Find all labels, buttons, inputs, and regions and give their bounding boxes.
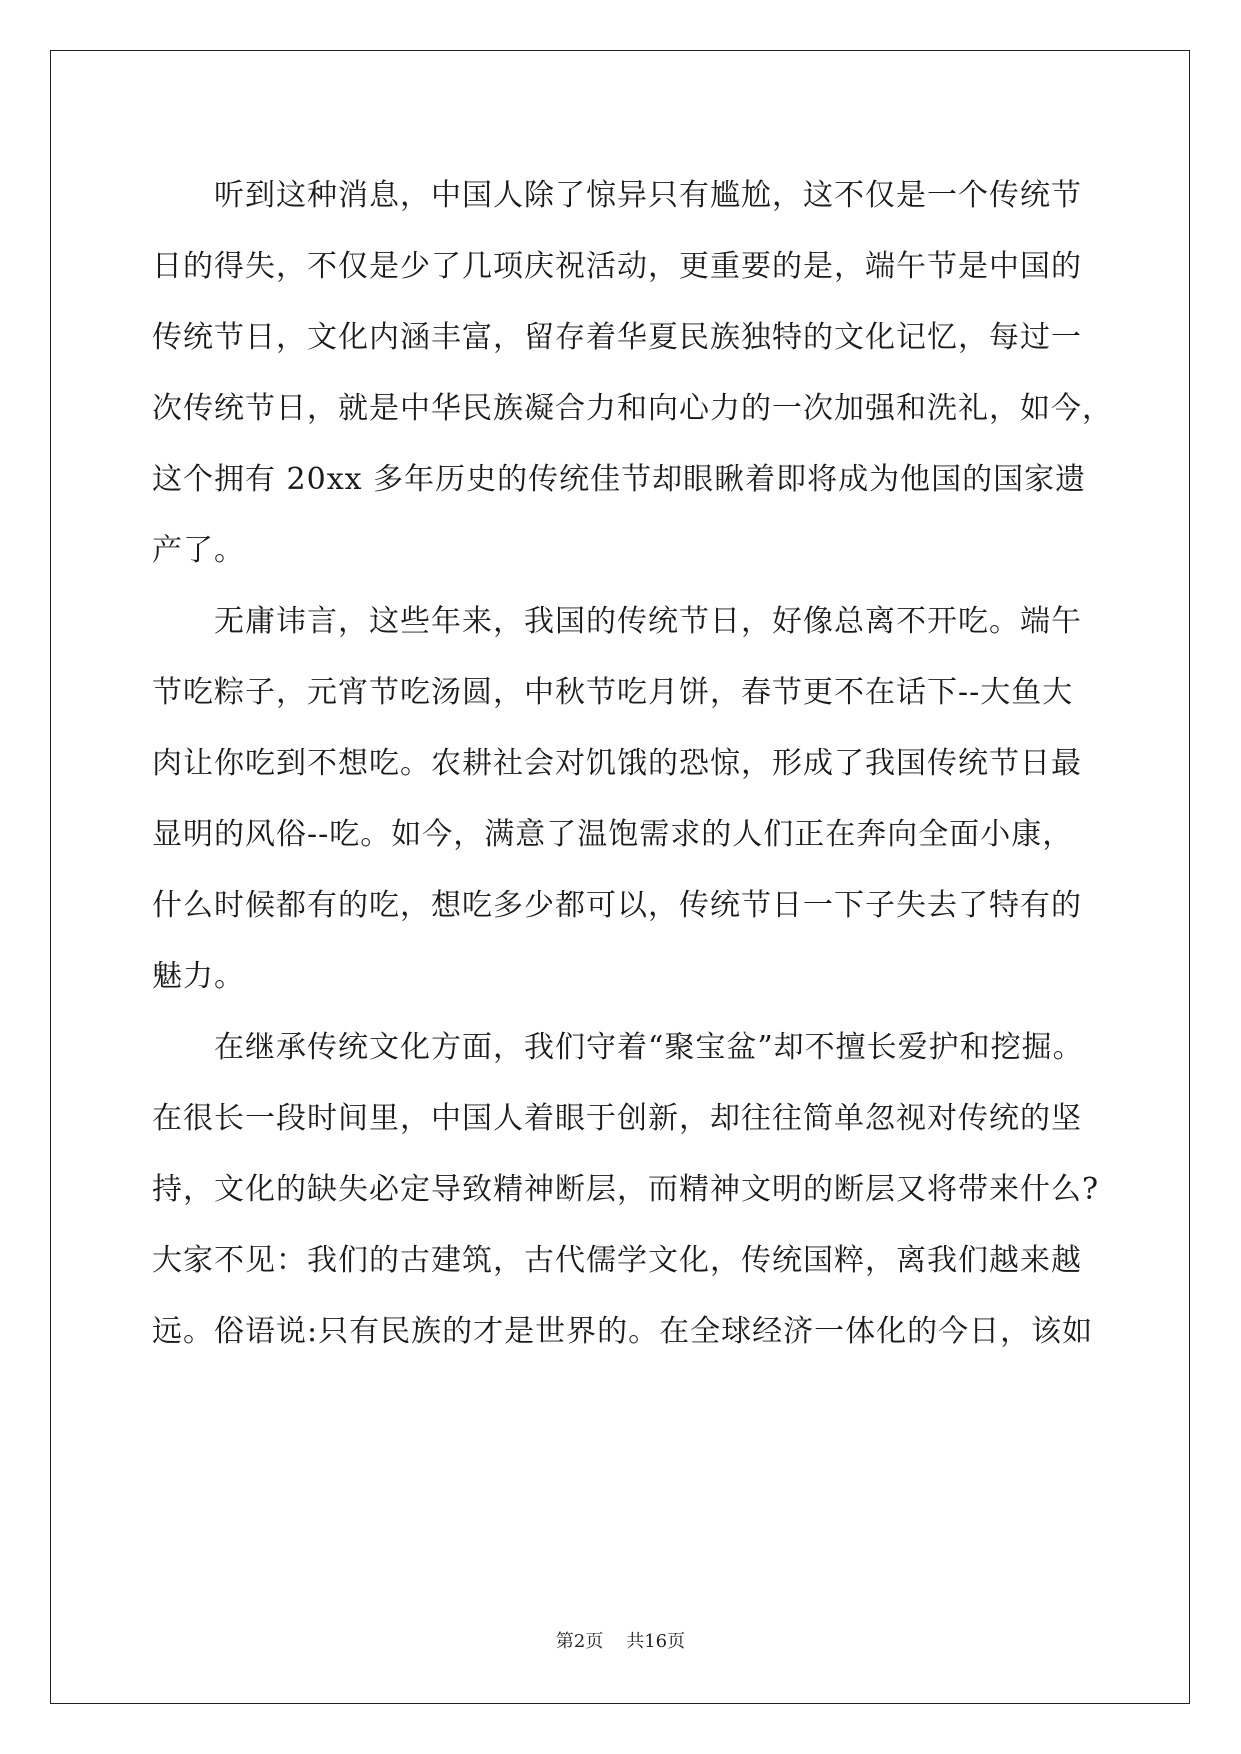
paragraph-3-line-4: 大家不见：我们的古建筑，古代儒学文化，传统国粹，离我们越来越 xyxy=(152,1243,1082,1278)
paragraph-3-line-1: 在继承传统文化方面，我们守着“聚宝盆”却不擅长爱护和挖掘。 xyxy=(214,1030,1084,1065)
document-body xyxy=(152,160,1113,1367)
paragraph-1-line-5: 这个拥有 20xx 多年历史的传统佳节却眼瞅着即将成为他国的国家遗 xyxy=(152,462,1087,497)
paragraph-2-line-1: 无庸讳言，这些年来，我国的传统节日，好像总离不开吃。端午 xyxy=(214,604,1082,639)
paragraph-1-line-3: 传统节日，文化内涵丰富，留存着华夏民族独特的文化记忆，每过一 xyxy=(152,320,1082,355)
paragraph-2-line-5: 什么时候都有的吃，想吃多少都可以，传统节日一下子失去了特有的 xyxy=(152,888,1082,923)
paragraph-3-line-3: 持，文化的缺失必定导致精神断层，而精神文明的断层又将带来什么? xyxy=(152,1172,1100,1207)
paragraph-2-line-3: 肉让你吃到不想吃。农耕社会对饥饿的恐惊，形成了我国传统节日最 xyxy=(152,746,1082,781)
paragraph-1-line-2: 日的得失，不仅是少了几项庆祝活动，更重要的是，端午节是中国的 xyxy=(152,249,1082,284)
paragraph-3-line-2: 在很长一段时间里，中国人着眼于创新，却往往简单忽视对传统的坚 xyxy=(152,1101,1082,1136)
paragraph-1-line-1: 听到这种消息，中国人除了惊异只有尴尬，这不仅是一个传统节 xyxy=(214,178,1082,213)
paragraph-1-line-6: 产了。 xyxy=(152,533,245,568)
paragraph-2-line-4: 显明的风俗--吃。如今，满意了温饱需求的人们正在奔向全面小康， xyxy=(152,817,1074,852)
page-number-total: 共16页 xyxy=(626,1631,686,1652)
paragraph-1-line-4: 次传统节日，就是中华民族凝合力和向心力的一次加强和洗礼，如今， xyxy=(152,391,1113,426)
page-footer xyxy=(0,1627,1241,1653)
paragraph-2-line-2: 节吃粽子，元宵节吃汤圆，中秋节吃月饼，春节更不在话下--大鱼大 xyxy=(152,675,1074,710)
paragraph-3-line-5: 远。俗语说:只有民族的才是世界的。在全球经济一体化的今日，该如 xyxy=(152,1314,1094,1349)
paragraph-2-line-6: 魅力。 xyxy=(152,959,245,994)
page-number-current: 第2页 xyxy=(555,1631,604,1652)
